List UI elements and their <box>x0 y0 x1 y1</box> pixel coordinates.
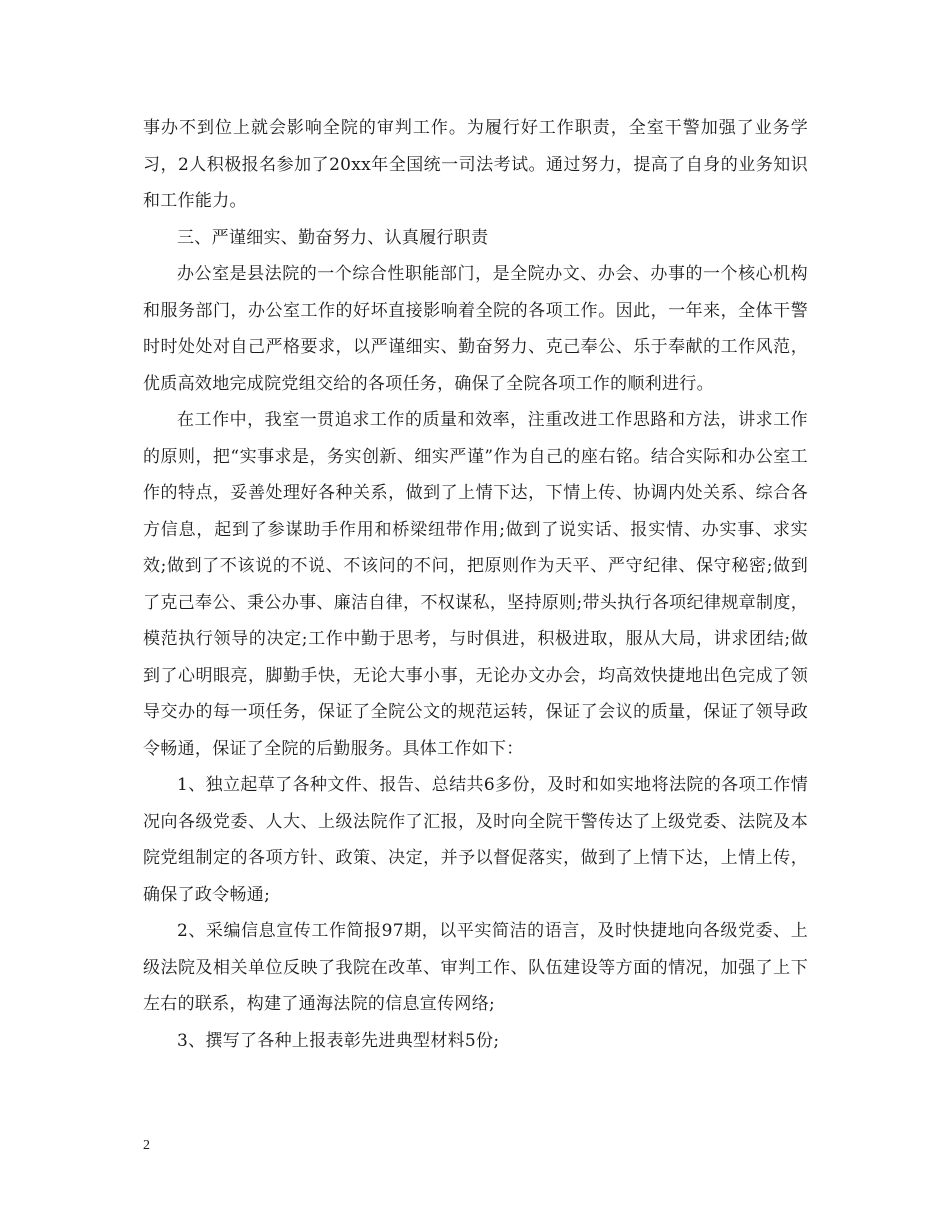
list-item-2: 2、采编信息宣传工作简报97期，以平实简洁的语言，及时快捷地向各级党委、上级法院及相关单位反映了我院在改革、审判工作、队伍建设等方面的情况，加强了上下左右的联系，构建了通海法院的信息宣传网络; <box>143 921 808 1014</box>
list-item-1: 1、独立起草了各种文件、报告、总结共6多份，及时和如实地将法院的各项工作情况向各级党委、人大、上级法院作了汇报，及时向全院干警传达了上级党委、法院及本院党组制定的各项方针、政策、决定，并予以督促落实，做到了上情下达，上情上传，确保了政令畅通; <box>143 775 808 905</box>
paragraph-office-intro: 办公室是县法院的一个综合性职能部门，是全院办文、办会、办事的一个核心机构和服务部门，办公室工作的好坏直接影响着全院的各项工作。因此，一年来，全体干警时时处处对自己严格要求，以严谨细实、勤奋努力、克己奉公、乐于奉献的工作风范，优质高效地完成院党组交给的各项任务，确保了全院各项工作的顺利进行。 <box>143 264 808 394</box>
paragraph-work-principles: 在工作中，我室一贯追求工作的质量和效率，注重改进工作思路和方法，讲求工作的原则，把“实事求是，务实创新、细实严谨”作为自己的座右铭。结合实际和办公室工作的特点，妥善处理好各种关系，做到了上情下达，下情上传、协调内处关系、综合各方信息，起到了参谋助手作用和桥梁纽带作用;做到了说实话、报实情、办实事、求实效;做到了不该说的不说、不该问的不问，把原则作为天平、严守纪律、保守秘密;做到了克己奉公、秉公办事、廉洁自律，不权谋私，坚持原则;带头执行各项纪律规章制度，模范执行领导的决定;工作中勤于思考，与时俱进，积极进取，服从大局，讲求团结;做到了心明眼亮，脚勤手快，无论大事小事，无论办文办会，均高效快捷地出色完成了领导交办的每一项任务，保证了全院公文的规范运转，保证了会议的质量，保证了领导政令畅通，保证了全院的后勤服务。具体工作如下： <box>143 410 808 759</box>
list-item-3: 3、撰写了各种上报表彰先进典型材料5份; <box>177 1030 500 1051</box>
document-body <box>143 110 808 1059</box>
page-number: 2 <box>143 1138 150 1153</box>
section-heading-3: 三、严谨细实、勤奋努力、认真履行职责 <box>177 227 489 248</box>
paragraph-1: 事办不到位上就会影响全院的审判工作。为履行好工作职责，全室干警加强了业务学习，2人积极报名参加了20xx年全国统一司法考试。通过努力，提高了自身的业务知识和工作能力。 <box>143 118 808 211</box>
